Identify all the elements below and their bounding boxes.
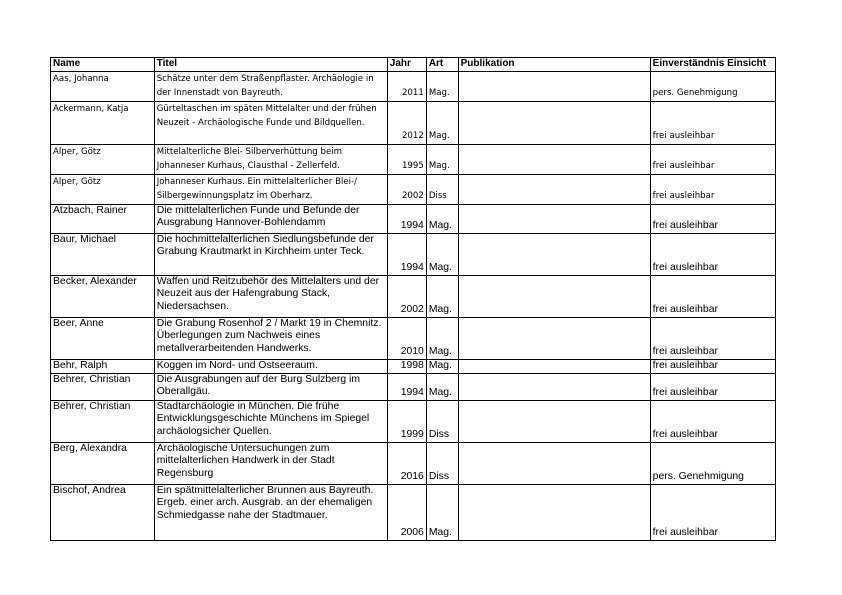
table-row: [51, 359, 776, 373]
cell-art: Mag.: [426, 101, 458, 144]
cell-einverstaendnis: pers. Genehmigung: [650, 442, 775, 484]
header-titel: Titel: [154, 58, 387, 72]
cell-jahr: 2002: [387, 275, 426, 317]
cell-name: Bischof, Andrea: [51, 484, 155, 540]
cell-name: Behrer, Christian: [51, 373, 155, 400]
table-row: [51, 317, 776, 359]
cell-name: Beer, Anne: [51, 317, 155, 359]
cell-einverstaendnis: frei ausleihbar: [650, 144, 775, 174]
cell-art: Mag.: [426, 144, 458, 174]
cell-art: Mag.: [426, 359, 458, 373]
header-einverstaendnis: Einverständnis Einsicht: [650, 58, 775, 72]
cell-titel: Stadtarchäologie in München. Die frühe Entwicklungsgeschichte Münchens im Spiegel archäologsicher Quellen.: [154, 400, 387, 442]
table-row: [51, 144, 776, 174]
cell-einverstaendnis: frei ausleihbar: [650, 484, 775, 540]
cell-art: Mag.: [426, 71, 458, 101]
cell-einverstaendnis: frei ausleihbar: [650, 275, 775, 317]
cell-titel: Gürteltaschen im späten Mittelalter und der frühen Neuzeit - Archäologische Funde und Bildquellen.: [154, 101, 387, 144]
cell-jahr: 1998: [387, 359, 426, 373]
cell-titel: Die mittelalterlichen Funde und Befunde der Ausgrabung Hannover-Bohlendamm: [154, 204, 387, 233]
cell-jahr: 1994: [387, 373, 426, 400]
cell-einverstaendnis: frei ausleihbar: [650, 373, 775, 400]
table-row: [51, 275, 776, 317]
cell-name: Alper, Götz: [51, 144, 155, 174]
cell-einverstaendnis: frei ausleihbar: [650, 317, 775, 359]
cell-einverstaendnis: frei ausleihbar: [650, 400, 775, 442]
table-row: [51, 484, 776, 540]
cell-jahr: 2002: [387, 174, 426, 204]
cell-publikation: [458, 400, 650, 442]
cell-name: Atzbach, Rainer: [51, 204, 155, 233]
cell-jahr: 1994: [387, 233, 426, 275]
cell-publikation: [458, 359, 650, 373]
cell-name: Berg, Alexandra: [51, 442, 155, 484]
cell-jahr: 2016: [387, 442, 426, 484]
header-name: Name: [51, 58, 155, 72]
cell-publikation: [458, 442, 650, 484]
cell-jahr: 2011: [387, 71, 426, 101]
cell-name: Behrer, Christian: [51, 400, 155, 442]
cell-art: Mag.: [426, 204, 458, 233]
cell-titel: Die hochmittelalterlichen Siedlungsbefunde der Grabung Krautmarkt in Kirchheim unter Teck.: [154, 233, 387, 275]
header-jahr: Jahr: [387, 58, 426, 72]
table-row: [51, 373, 776, 400]
cell-titel: Ein spätmittelalterlicher Brunnen aus Bayreuth. Ergeb. einer arch. Ausgrab. an der ehemaligen Schmiedgasse nahe der Stadtmauer.: [154, 484, 387, 540]
cell-art: Diss: [426, 400, 458, 442]
cell-publikation: [458, 174, 650, 204]
cell-titel: Die Grabung Rosenhof 2 / Markt 19 in Chemnitz. Überlegungen zum Nachweis eines metallverarbeitenden Handwerks.: [154, 317, 387, 359]
cell-name: Aas, Johanna: [51, 71, 155, 101]
table-row: [51, 101, 776, 144]
table-row: [51, 204, 776, 233]
cell-einverstaendnis: frei ausleihbar: [650, 204, 775, 233]
cell-publikation: [458, 204, 650, 233]
cell-einverstaendnis: frei ausleihbar: [650, 174, 775, 204]
cell-publikation: [458, 144, 650, 174]
cell-jahr: 2006: [387, 484, 426, 540]
cell-titel: Mittelalterliche Blei- Silberverhüttung beim Johanneser Kurhaus, Clausthal - Zellerfeld.: [154, 144, 387, 174]
cell-titel: Waffen und Reitzubehör des Mittelalters und der Neuzeit aus der Hafengrabung Stack, Niedersachsen.: [154, 275, 387, 317]
cell-einverstaendnis: frei ausleihbar: [650, 233, 775, 275]
cell-name: Becker, Alexander: [51, 275, 155, 317]
cell-jahr: 1999: [387, 400, 426, 442]
cell-einverstaendnis: pers. Genehmigung: [650, 71, 775, 101]
cell-art: Diss: [426, 442, 458, 484]
table-row: [51, 400, 776, 442]
spreadsheet-page: [50, 57, 776, 541]
cell-publikation: [458, 275, 650, 317]
cell-jahr: 1995: [387, 144, 426, 174]
cell-publikation: [458, 484, 650, 540]
cell-art: Mag.: [426, 233, 458, 275]
cell-titel: Archäologische Untersuchungen zum mittelalterlichen Handwerk in der Stadt Regensburg: [154, 442, 387, 484]
cell-titel: Koggen im Nord- und Ostseeraum.: [154, 359, 387, 373]
header-art: Art: [426, 58, 458, 72]
cell-publikation: [458, 101, 650, 144]
cell-einverstaendnis: frei ausleihbar: [650, 359, 775, 373]
cell-art: Mag.: [426, 373, 458, 400]
cell-publikation: [458, 233, 650, 275]
cell-publikation: [458, 71, 650, 101]
cell-jahr: 2010: [387, 317, 426, 359]
cell-art: Mag.: [426, 484, 458, 540]
table-row: [51, 233, 776, 275]
table-row: [51, 174, 776, 204]
table-row: [51, 71, 776, 101]
table-row: [51, 442, 776, 484]
cell-name: Baur, Michael: [51, 233, 155, 275]
cell-art: Diss: [426, 174, 458, 204]
cell-art: Mag.: [426, 275, 458, 317]
cell-name: Behr, Ralph: [51, 359, 155, 373]
theses-table: [50, 57, 776, 541]
cell-einverstaendnis: frei ausleihbar: [650, 101, 775, 144]
cell-publikation: [458, 317, 650, 359]
cell-jahr: 2012: [387, 101, 426, 144]
cell-name: Ackermann, Katja: [51, 101, 155, 144]
cell-publikation: [458, 373, 650, 400]
cell-name: Alper, Götz: [51, 174, 155, 204]
header-row: [51, 58, 776, 72]
cell-art: Mag.: [426, 317, 458, 359]
cell-titel: Die Ausgrabungen auf der Burg Sulzberg im Oberallgäu.: [154, 373, 387, 400]
cell-titel: Johanneser Kurhaus. Ein mittelalterlicher Blei-/ Silbergewinnungsplatz im Oberharz.: [154, 174, 387, 204]
header-publikation: Publikation: [458, 58, 650, 72]
cell-jahr: 1994: [387, 204, 426, 233]
cell-titel: Schätze unter dem Straßenpflaster. Archäologie in der Innenstadt von Bayreuth.: [154, 71, 387, 101]
